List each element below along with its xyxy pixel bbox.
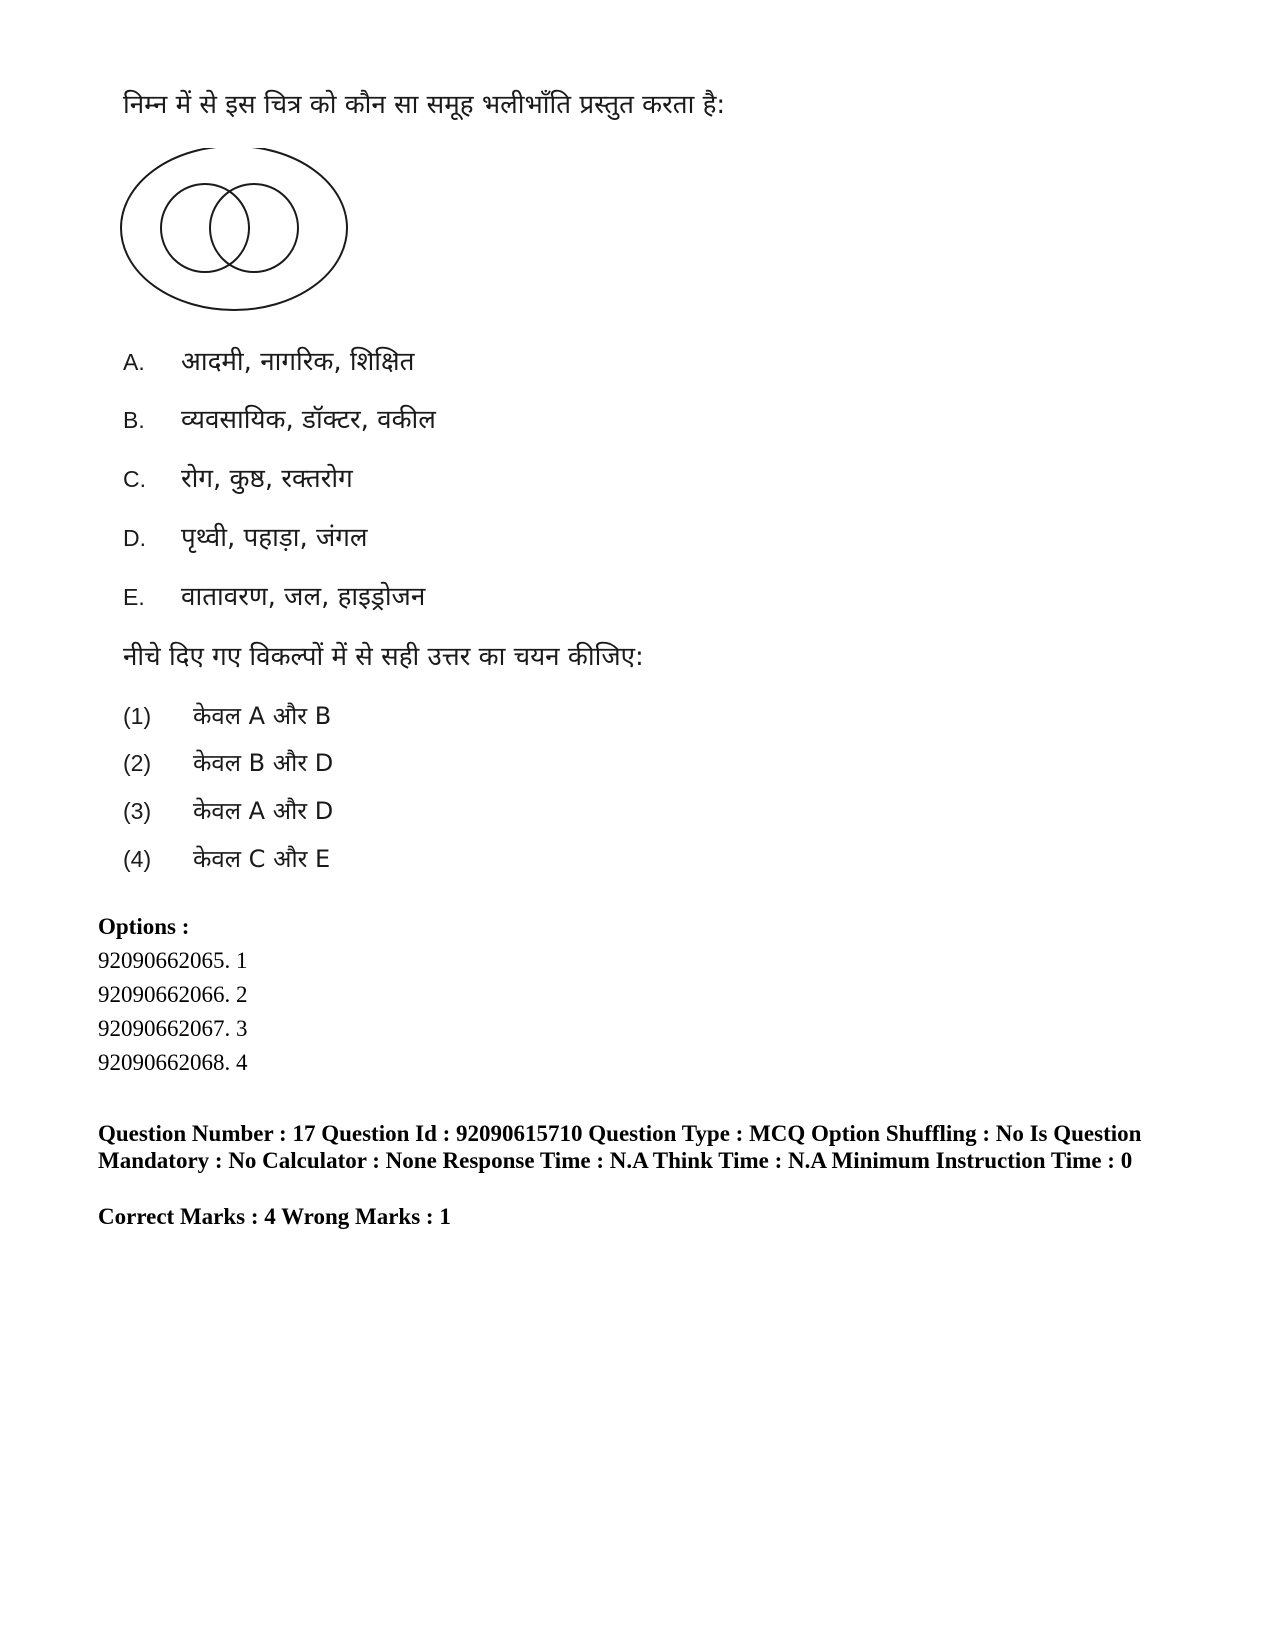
option-line: 92090662068. 4 [98, 1050, 248, 1075]
venn-right-circle [210, 184, 298, 272]
statement-label: A. [123, 349, 145, 375]
statement-text: आदमी, नागरिक, शिक्षित [181, 347, 415, 377]
choice-text: केवल A और B [193, 702, 332, 730]
option-line: 92090662066. 2 [98, 982, 248, 1007]
choice-text: केवल A और D [193, 797, 334, 825]
statement-text: पृथ्वी, पहाड़ा, जंगल [181, 523, 368, 553]
choice-number: (4) [123, 846, 152, 872]
choice-1 [123, 700, 331, 732]
statement-text: रोग, कुष्ठ, रक्तरोग [181, 464, 353, 494]
venn-outer-ellipse [121, 148, 347, 310]
venn-left-circle [161, 184, 249, 272]
statement-text: वातावरण, जल, हाइड्रोजन [181, 582, 426, 612]
statement-e [123, 580, 425, 614]
question-metadata: Question Number : 17 Question Id : 92090615710 Question Type : MCQ Option Shuffling : No Is Question Mandatory : No Calculator : None Response Time : N.A Think Time : N.A Minimum Instruction Time : 0 [98, 1121, 1142, 1173]
choice-3 [123, 795, 333, 827]
choice-number: (1) [123, 703, 152, 729]
statement-d [123, 521, 368, 555]
statement-label: D. [123, 525, 146, 551]
instruction-text: नीचे दिए गए विकल्पों में से सही उत्तर का चयन कीजिए: [123, 642, 644, 672]
statement-label: E. [123, 584, 145, 610]
options-heading: Options : [98, 914, 190, 939]
statement-c [123, 462, 353, 496]
choice-number: (3) [123, 798, 152, 824]
statement-a [123, 345, 414, 379]
option-line: 92090662067. 3 [98, 1016, 248, 1041]
choice-text: केवल C और E [193, 845, 331, 873]
marks-info: Correct Marks : 4 Wrong Marks : 1 [98, 1204, 451, 1229]
statement-b [123, 403, 436, 437]
venn-diagram [118, 148, 350, 328]
statement-label: C. [123, 466, 146, 492]
choice-text: केवल B और D [193, 749, 334, 777]
option-line: 92090662065. 1 [98, 948, 248, 973]
choice-4 [123, 843, 330, 875]
statement-text: व्यवसायिक, डॉक्टर, वकील [181, 405, 436, 435]
choice-number: (2) [123, 750, 152, 776]
choice-2 [123, 747, 333, 779]
statement-label: B. [123, 407, 145, 433]
question-text: निम्न में से इस चित्र को कौन सा समूह भलीभाँति प्रस्तुत करता है: [123, 90, 726, 120]
